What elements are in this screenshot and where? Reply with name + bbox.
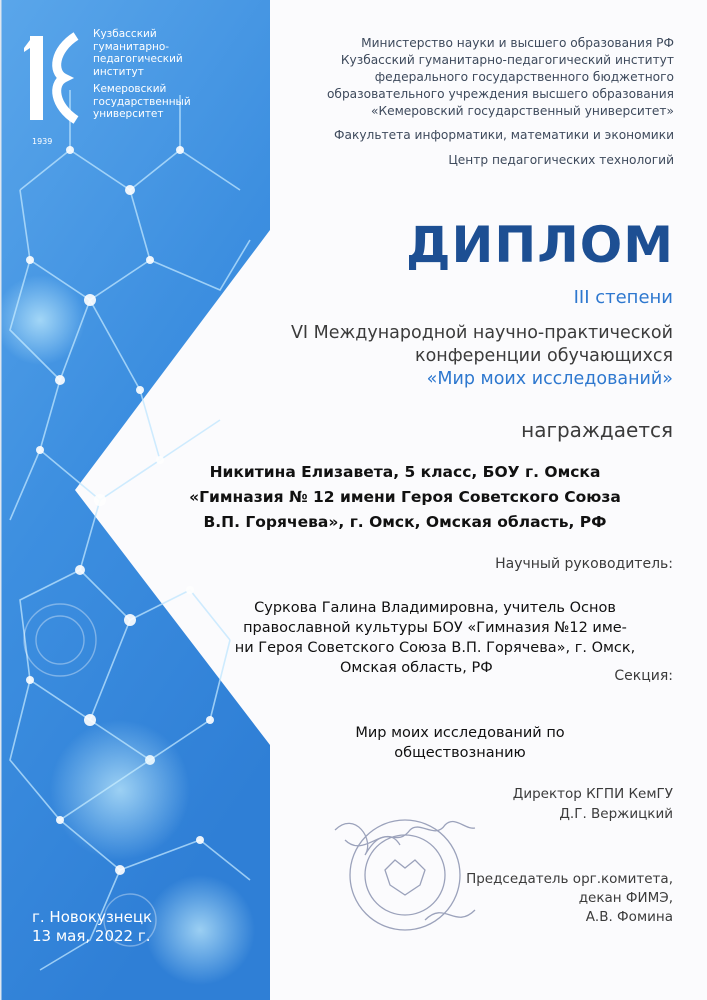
event-block — [253, 322, 673, 391]
event-name: «Мир моих исследований» — [426, 369, 673, 389]
footer-city: г. Новокузнецк — [32, 908, 153, 926]
awardee-line: В.П. Горячева», г. Омск, Омская область, РФ — [203, 513, 607, 531]
institute-line: образовательного учреждения высшего образования — [326, 87, 674, 101]
director-title: Директор КГПИ КемГУ — [512, 786, 673, 802]
university-line: «Кемеровский государственный университет» — [371, 104, 674, 118]
event-line: конференции обучающихся — [415, 346, 673, 366]
supervisor-line: православной культуры БОУ «Гимназия №12 име- — [243, 620, 627, 636]
footer-date: 13 мая, 2022 г. — [32, 927, 151, 945]
logo-line: Кемеровский — [93, 83, 167, 95]
logo-line: Кузбасский — [93, 28, 157, 40]
section-line: Мир моих исследований по — [355, 725, 565, 741]
chair-signature-block — [373, 870, 673, 927]
faculty-line: Факультета информатики, математики и экономики — [334, 128, 674, 142]
institute-line: федерального государственного бюджетного — [374, 70, 674, 84]
director-name: Д.Г. Вержицкий — [559, 806, 673, 822]
logo-line: институт — [93, 65, 144, 78]
logo-line: гуманитарно- — [93, 40, 170, 53]
diploma-degree: III степени — [573, 287, 673, 308]
header-block — [254, 35, 674, 120]
awardee-block — [135, 460, 675, 535]
supervisor-block — [200, 598, 670, 678]
ministry-line: Министерство науки и высшего образования РФ — [361, 36, 674, 50]
chair-title: Председатель орг.комитета, — [466, 871, 673, 887]
logo-line: педагогический — [93, 53, 183, 65]
logo-text-kemsu — [93, 83, 263, 121]
logo-line: государственный — [93, 95, 191, 108]
supervisor-line: Омская область, РФ — [340, 660, 493, 676]
awardee-line: Никитина Елизавета, 5 класс, БОУ г. Омска — [209, 463, 601, 481]
supervisor-line: ни Героя Советского Союза В.П. Горячева», г. Омск, — [234, 640, 636, 656]
logo-text-kgpi — [93, 28, 263, 78]
supervisor-label: Научный руководитель: — [495, 556, 673, 572]
institute-logo — [24, 28, 84, 146]
awarded-label: награждается — [521, 418, 673, 442]
logo-mark-icon — [24, 28, 84, 128]
awardee-line: «Гимназия № 12 имени Героя Советского Союза — [189, 488, 621, 506]
chair-name: А.В. Фомина — [585, 909, 673, 925]
diploma-title: ДИПЛОМ — [405, 216, 674, 274]
institute-line: Кузбасский гуманитарно-педагогический институт — [340, 53, 674, 67]
logo-year: 1939 — [32, 137, 53, 146]
section-block — [305, 723, 615, 763]
section-line: обществознанию — [394, 745, 526, 761]
supervisor-line: Суркова Галина Владимировна, учитель Основ — [254, 600, 616, 616]
section-label: Секция: — [614, 668, 673, 684]
center-line: Центр педагогических технологий — [448, 153, 674, 167]
event-line: VI Международной научно-практической — [290, 323, 673, 343]
chair-role: декан ФИМЭ, — [578, 890, 673, 906]
logo-line: университет — [93, 108, 164, 120]
footer-block — [32, 908, 232, 946]
